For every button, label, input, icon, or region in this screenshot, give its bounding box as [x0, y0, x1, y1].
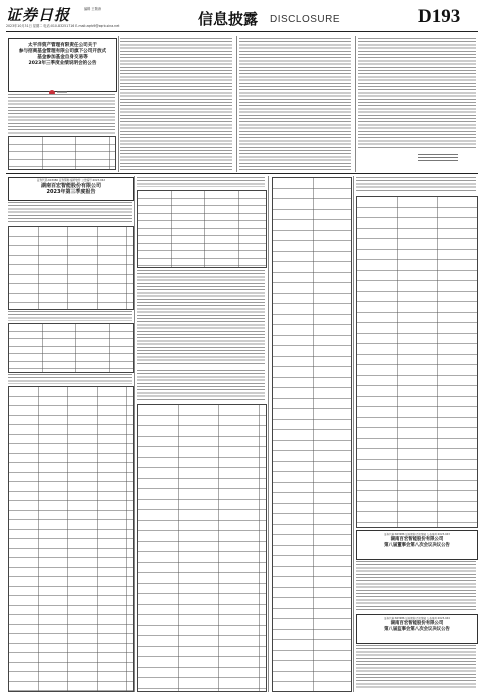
editor-line: 编辑 王敬涛 [84, 7, 101, 11]
column-text [137, 177, 265, 187]
notice-company: 湖南百宏智能股份有限公司 [390, 537, 444, 542]
notice-header: 证券代码:603986 证券简称:百宏智能 公告编号:2023-044 [384, 617, 450, 620]
band-rule [6, 173, 478, 174]
masthead-logo: 证券日报 [6, 6, 71, 24]
divider [353, 176, 354, 692]
report-intro-text [8, 202, 132, 224]
notice-title: 2023年第三季度报告 [46, 189, 96, 195]
divider [236, 36, 237, 172]
notice-top-left-body [8, 94, 115, 134]
company-logo [48, 82, 68, 90]
date-line: 2023年10月31日 星期二 电话:010-83251716 E-mail:zqrb9@zqrb.sina.net [6, 24, 120, 28]
divider [268, 176, 269, 692]
masthead-rule [6, 31, 478, 32]
notice-title-line-2: 参与招商基金管理有限公司旗下公司开放式 [18, 49, 107, 54]
balance-sheet-table [137, 404, 267, 692]
divider [355, 36, 356, 172]
notice-board-box [356, 530, 478, 560]
column-text [137, 270, 265, 366]
report-text [8, 374, 132, 384]
column-text [137, 370, 265, 400]
divider [134, 176, 135, 692]
signature-block [418, 154, 458, 162]
notice-body [356, 645, 476, 690]
text-column-2 [120, 38, 232, 170]
notice-header: 证券代码:603986 证券简称:百宏智能 公告编号:2023-043 [384, 533, 450, 536]
divider [118, 36, 119, 172]
text-column-4 [358, 38, 476, 150]
report-text [8, 311, 132, 321]
column-text [356, 177, 476, 193]
notice-supervisor-box [356, 614, 478, 644]
notice-title-line-1: 太平洋资产管理有限责任公司关于 [28, 43, 97, 48]
financial-table-1 [8, 226, 134, 310]
section-subtitle: DISCLOSURE [270, 14, 341, 25]
notice-top-left-table [8, 136, 116, 170]
notice-body [356, 561, 476, 611]
notice-title: 第八届董事会第八次会议决议公告 [384, 542, 450, 548]
notice-title: 第八届监事会第八次会议决议公告 [384, 626, 450, 632]
cash-flow-table [272, 177, 352, 692]
shareholder-table [8, 386, 134, 692]
text-column-3 [239, 38, 351, 170]
notice-title-line-3: 基金参加基金自身交易等 [37, 55, 88, 60]
notice-title-line-4: 2023年三季度业绩说明会的公告 [28, 61, 97, 66]
notice-mid-left-box [8, 177, 134, 201]
notice-company: 湖南百宏智能股份有限公司 [40, 183, 101, 189]
notice-company: 湖南百宏智能股份有限公司 [390, 621, 444, 626]
notice-header: 证券代码:603986 证券简称:福昕软件 公告编号:2023-042 [36, 179, 106, 182]
financial-table-3 [137, 190, 267, 268]
financial-table-2 [8, 323, 134, 373]
section-title: 信息披露 [198, 10, 259, 28]
profit-table [356, 196, 478, 528]
page-number: D193 [418, 6, 461, 27]
